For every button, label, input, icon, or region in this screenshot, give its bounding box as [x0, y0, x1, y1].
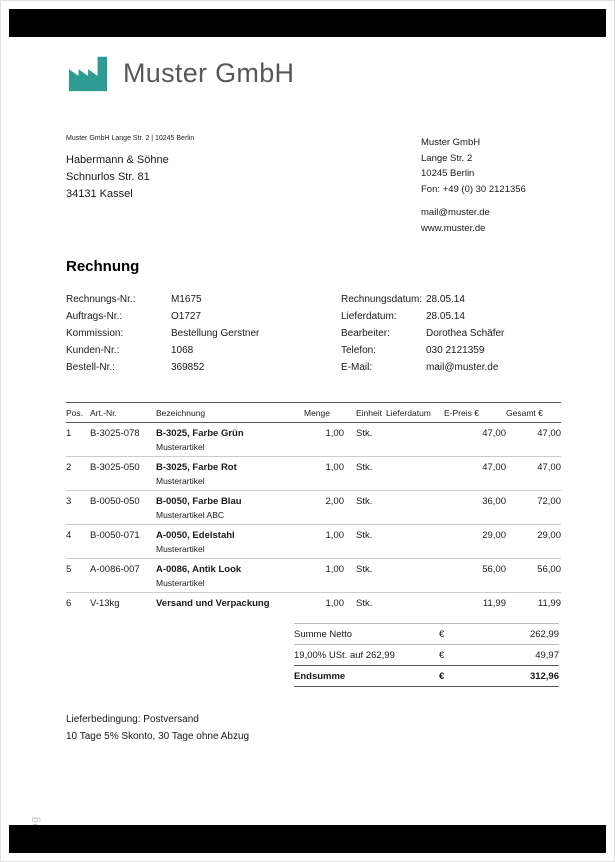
cell-gesamt: 11,99: [537, 598, 561, 609]
cell-gesamt: 47,00: [537, 462, 561, 473]
cell-epreis: 47,00: [482, 462, 506, 473]
summary-row-ust: [294, 644, 559, 665]
col-header-bezeichnung: Bezeichnung: [156, 403, 304, 423]
meta-label: Auftrags-Nr.:: [66, 311, 123, 322]
cell-menge: 1,00: [325, 428, 344, 439]
meta-label: Lieferdatum:: [341, 311, 397, 322]
meta-value: Dorothea Schäfer: [426, 328, 505, 339]
cell-epreis: 36,00: [482, 496, 506, 507]
meta-row: [66, 342, 341, 359]
summary-label: Endsumme: [294, 671, 346, 682]
meta-value: mail@muster.de: [426, 362, 499, 373]
cell-artnr: A-0086-007: [90, 564, 140, 575]
meta-label: Telefon:: [341, 345, 377, 356]
meta-row: [66, 325, 341, 342]
article-desc: Musterartikel: [156, 476, 205, 486]
article-name: B-3025, Farbe Rot: [156, 462, 237, 473]
cell-epreis: 29,00: [482, 530, 506, 541]
cell-pos: 6: [66, 598, 72, 609]
cell-einheit: Stk.: [356, 530, 373, 541]
cell-gesamt: 72,00: [537, 496, 561, 507]
table-row: [66, 457, 561, 491]
cell-lieferdatum: [386, 559, 444, 593]
table-header-row: [66, 403, 561, 423]
currency-symbol: €: [439, 650, 445, 661]
terms: [66, 711, 559, 745]
top-bar: [9, 9, 606, 37]
cell-einheit: Stk.: [356, 462, 373, 473]
page-title: Rechnung: [66, 258, 140, 275]
summary-value: 262,99: [529, 629, 559, 640]
summary-value: 49,97: [535, 650, 559, 661]
currency-symbol: €: [439, 629, 445, 640]
cell-artnr: B-3025-050: [90, 462, 140, 473]
cell-lieferdatum: [386, 525, 444, 559]
cell-einheit: Stk.: [356, 598, 373, 609]
meta-label: Kommission:: [66, 328, 124, 339]
summary-row-netto: [294, 623, 559, 644]
cell-lieferdatum: [386, 491, 444, 525]
cell-pos: 1: [66, 428, 72, 439]
meta-row: [66, 291, 341, 308]
cell-artnr: B-3025-078: [90, 428, 140, 439]
meta-label: Kunden-Nr.:: [66, 345, 120, 356]
col-header-lieferdatum: Lieferdatum: [386, 403, 444, 423]
cell-pos: 3: [66, 496, 72, 507]
factory-icon: [66, 53, 112, 93]
company-name: Muster GmbH: [421, 137, 481, 148]
meta-row: [66, 308, 341, 325]
cell-bezeichnung: [156, 491, 304, 525]
meta-label: Rechnungsdatum:: [341, 294, 423, 305]
meta-label: Bearbeiter:: [341, 328, 390, 339]
invoice-content: [66, 37, 559, 745]
company-city: 10245 Berlin: [421, 168, 475, 179]
meta-value: 369852: [171, 362, 205, 373]
cell-einheit: Stk.: [356, 564, 373, 575]
table-row: [66, 525, 561, 559]
cell-menge: 1,00: [325, 462, 344, 473]
cell-lieferdatum: [386, 423, 444, 457]
items-table: [66, 402, 561, 613]
meta-value: 1068: [171, 345, 194, 356]
cell-gesamt: 47,00: [537, 428, 561, 439]
address-section: [66, 135, 559, 236]
cell-artnr: V-13kg: [90, 598, 120, 609]
sender-line: Muster GmbH Lange Str. 2 | 10245 Berlin: [66, 135, 195, 142]
recipient-name: Habermann & Söhne: [66, 154, 169, 166]
meta-label: E-Mail:: [341, 362, 373, 373]
meta-value: Bestellung Gerstner: [171, 328, 260, 339]
cell-gesamt: 56,00: [537, 564, 561, 575]
company-phone: Fon: +49 (0) 30 2121356: [421, 183, 526, 195]
meta-row: [341, 291, 559, 308]
article-desc: Musterartikel: [156, 578, 205, 588]
col-header-einheit: Einheit: [344, 403, 386, 423]
table-row: [66, 423, 561, 457]
article-name: A-0086, Antik Look: [156, 564, 242, 575]
cell-bezeichnung: [156, 423, 304, 457]
cell-pos: 5: [66, 564, 72, 575]
col-header-epreis: E-Preis €: [444, 403, 506, 423]
company-info: [421, 135, 559, 236]
address-left: [66, 135, 194, 203]
cell-einheit: Stk.: [356, 428, 373, 439]
col-header-artnr: Art.-Nr.: [90, 403, 156, 423]
summary-section: [294, 623, 559, 687]
cell-bezeichnung: [156, 559, 304, 593]
recipient-street: Schnurlos Str. 81: [66, 171, 150, 183]
cell-bezeichnung: [156, 525, 304, 559]
col-header-menge: Menge: [304, 403, 344, 423]
article-name: Versand und Verpackung: [156, 598, 270, 609]
meta-row: [341, 342, 559, 359]
company-email: mail@muster.de: [421, 207, 490, 218]
company-logo-text: Muster GmbH: [123, 57, 295, 88]
article-name: B-3025, Farbe Grün: [156, 428, 244, 439]
cell-bezeichnung: [156, 457, 304, 491]
invoice-meta-left: [66, 291, 341, 376]
cell-pos: 2: [66, 462, 72, 473]
table-row: [66, 593, 561, 614]
summary-row-endsumme: [294, 665, 559, 687]
meta-value: 28.05.14: [426, 311, 465, 322]
company-website: www.muster.de: [421, 222, 486, 234]
cell-menge: 1,00: [325, 530, 344, 541]
company-street: Lange Str. 2: [421, 152, 473, 164]
terms-line-1: Lieferbedingung: Postversand: [66, 714, 199, 725]
meta-value: O1727: [171, 311, 202, 322]
meta-value: M1675: [171, 294, 202, 305]
meta-row: [341, 359, 559, 376]
cell-epreis: 11,99: [482, 598, 506, 609]
cell-lieferdatum: [386, 457, 444, 491]
cell-lieferdatum: [386, 593, 444, 614]
summary-value: 312,96: [529, 671, 559, 682]
recipient-city: 34131 Kassel: [66, 188, 133, 200]
cell-pos: 4: [66, 530, 72, 541]
col-header-pos: Pos.: [66, 403, 90, 423]
meta-row: [341, 308, 559, 325]
cell-artnr: B-0050-050: [90, 496, 140, 507]
meta-row: [66, 359, 341, 376]
cell-epreis: 47,00: [482, 428, 506, 439]
table-row: [66, 559, 561, 593]
cell-artnr: B-0050-071: [90, 530, 140, 541]
article-desc: Musterartikel: [156, 544, 205, 554]
article-name: A-0050, Edelstahl: [156, 530, 235, 541]
cell-menge: 1,00: [325, 598, 344, 609]
article-name: B-0050, Farbe Blau: [156, 496, 242, 507]
article-desc: Musterartikel ABC: [156, 510, 225, 520]
invoice-meta: [66, 291, 559, 376]
meta-row: [341, 325, 559, 342]
meta-value: 030 2121359: [426, 345, 485, 356]
cell-bezeichnung: [156, 593, 304, 614]
cell-epreis: 56,00: [482, 564, 506, 575]
logo: [66, 53, 559, 93]
meta-label: Bestell-Nr.:: [66, 362, 115, 373]
cell-menge: 1,00: [325, 564, 344, 575]
meta-label: Rechnungs-Nr.:: [66, 294, 136, 305]
recipient-address: [66, 152, 194, 203]
article-desc: Musterartikel: [156, 442, 205, 452]
table-row: [66, 491, 561, 525]
invoice-meta-right: [341, 291, 559, 376]
cell-menge: 2,00: [325, 496, 344, 507]
terms-line-2: 10 Tage 5% Skonto, 30 Tage ohne Abzug: [66, 731, 250, 742]
summary-label: Summe Netto: [294, 629, 353, 640]
bottom-bar: [9, 825, 606, 853]
cell-einheit: Stk.: [356, 496, 373, 507]
meta-value: 28.05.14: [426, 294, 465, 305]
summary-label: 19,00% USt. auf 262,99: [294, 650, 395, 661]
cell-gesamt: 29,00: [537, 530, 561, 541]
col-header-gesamt: Gesamt €: [506, 403, 561, 423]
currency-symbol: €: [439, 671, 445, 682]
